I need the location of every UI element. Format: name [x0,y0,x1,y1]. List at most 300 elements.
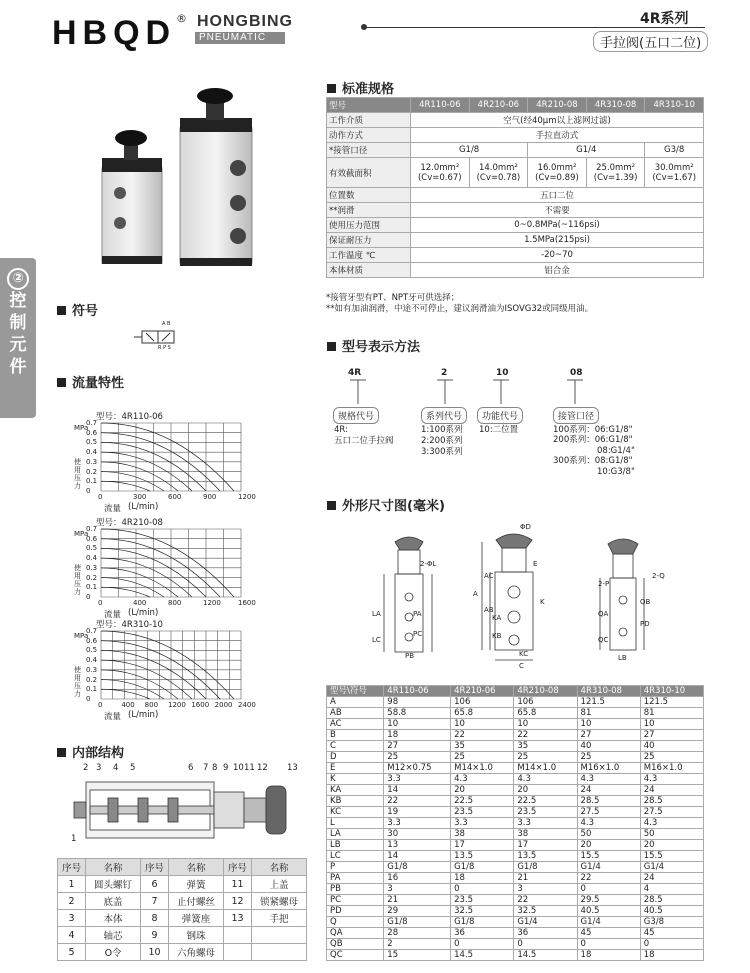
flow-x-tick: 0 [98,599,103,607]
flow-curve [101,650,206,699]
dim-cell: 3 [384,884,451,895]
spec-value [645,158,704,188]
parts-cell: 底盖 [86,893,141,910]
dim-cell: 38 [514,829,577,840]
dim-header-cell: 4R210-06 [451,686,514,697]
dim-cell: P [327,862,384,873]
flow-x-tick: 600 [168,493,182,501]
area-value: 14.0mm² [478,162,518,173]
drawing-label: KC [519,650,529,658]
parts-header-cell: 序号 [58,859,86,876]
product-photo [90,88,280,278]
flow-curve [101,568,178,597]
internal-structure-drawing [68,776,308,846]
dim-cell: QB [327,939,384,950]
dim-cell: QC [327,950,384,961]
model-label: 功能代号 [477,407,523,424]
dim-row [327,741,704,752]
spec-value: 0~0.8MPa(~116psi) [411,218,704,233]
model-desc-line: 100系列：06:G1/8" [553,425,633,435]
spec-row [327,248,704,263]
dim-cell: 4.3 [640,818,703,829]
parts-cell: 9 [140,927,168,944]
section-spec-title: 标准规格 [327,78,394,97]
parts-cell: 轴芯 [86,927,141,944]
spec-note: **如有加油润滑，中途不可停止，建议润滑油为ISOVG32或同级用油。 [326,304,594,314]
dim-cell: 25 [640,752,703,763]
parts-table [57,858,307,961]
dim-cell: KB [327,796,384,807]
dim-cell: 4.3 [640,774,703,785]
dim-cell: 23.5 [451,895,514,906]
dimension-table [326,685,704,961]
dim-cell: 45 [577,928,640,939]
flow-y-tick: 0.4 [86,448,98,457]
section-symbol-title: 符号 [57,300,98,319]
dim-cell: 10 [451,719,514,730]
dim-cell: 10 [577,719,640,730]
model-desc-line: 10:G3/8" [597,466,635,477]
parts-header-cell: 序号 [223,859,251,876]
dim-cell: 38 [451,829,514,840]
dim-cell: 20 [577,840,640,851]
dim-cell: A [327,697,384,708]
dimension-drawings [370,522,700,672]
parts-cell: 止付螺丝 [169,893,224,910]
flow-curve [101,423,234,491]
flow-x-tick: 1200 [168,701,186,709]
flow-x-tick: 2400 [238,701,256,709]
flow-y-tick: 0 [86,487,91,495]
flow-y-unit: MPa [74,530,89,538]
flow-x-tick: 400 [121,701,135,709]
dim-cell: G1/8 [514,862,577,873]
dim-cell: G1/8 [451,862,514,873]
flow-chart-plot [100,528,242,598]
dim-row [327,939,704,950]
dim-row [327,862,704,873]
flow-y-tick: 0.4 [86,656,98,665]
model-desc-line: 五口二位手拉阀 [334,436,394,446]
registered-mark: ® [176,12,187,25]
dim-row [327,906,704,917]
dim-cell: 4.3 [577,818,640,829]
dim-cell: 25 [451,752,514,763]
area-cv: (Cv=1.67) [652,172,697,183]
internal-part-number: 3 [96,763,102,773]
spec-row [327,188,704,203]
area-value: 16.0mm² [537,162,577,173]
flow-x-tick: 900 [203,493,217,501]
dim-cell: LB [327,840,384,851]
dim-cell: 40 [640,741,703,752]
dim-cell: 18 [577,950,640,961]
flow-x-tick: 400 [133,599,147,607]
drawing-label: A [473,590,478,598]
flow-y-label: 使用压力 [74,458,81,490]
dim-cell: 4.3 [451,774,514,785]
area-cv: (Cv=0.78) [476,172,521,183]
spec-header-cell: 4R110-06 [411,98,470,113]
spec-header-cell: 4R310-08 [586,98,645,113]
parts-row [58,910,307,927]
parts-cell: 8 [140,910,168,927]
dim-cell: 19 [384,807,451,818]
dim-cell: 20 [451,785,514,796]
model-code: 08 [570,368,583,378]
symbol-ports-top: A B [162,321,171,327]
brand-logo: HBQD [52,14,177,52]
dim-cell: L [327,818,384,829]
spec-table [326,97,704,278]
spec-key: 保证耐压力 [327,233,411,248]
model-label: 规格代号 [333,407,379,424]
flow-x-tick: 1600 [238,599,256,607]
flow-y-tick: 0.6 [86,636,98,645]
area-value: 30.0mm² [654,162,694,173]
drawing-label: QC [598,636,609,644]
side-category-tab[interactable] [0,258,36,418]
parts-header-cell: 名称 [252,859,307,876]
internal-part-number: 8 [212,763,218,773]
internal-part-number: 2 [83,763,89,773]
spec-value: G1/8 [411,143,528,158]
spec-key: 工作介质 [327,113,411,128]
dim-cell: G1/8 [451,917,514,928]
dim-cell: KA [327,785,384,796]
dim-cell: 22 [514,730,577,741]
area-cv: (Cv=0.89) [535,172,579,183]
drawing-label: PB [405,652,415,660]
dim-row [327,851,704,862]
dim-row [327,730,704,741]
drawing-label: LA [372,610,381,618]
dim-cell: 3.3 [514,818,577,829]
model-desc-line: 200系列：06:G1/8" [553,435,633,446]
brand-name: HONGBING [197,13,293,30]
dim-cell: LC [327,851,384,862]
spec-key: 工作温度 ℃ [327,248,411,263]
dim-cell: 35 [514,741,577,752]
spec-value [411,158,470,188]
dim-cell: B [327,730,384,741]
model-label: 接管口径 [553,407,599,424]
dim-cell: 0 [514,939,577,950]
drawing-label: PC [413,630,423,638]
dim-cell: PA [327,873,384,884]
flow-y-tick: 0.1 [86,685,98,694]
dim-cell: 58.8 [384,708,451,719]
flow-x-unit: (L/min) [128,710,159,720]
flow-x-tick: 1600 [191,701,210,709]
drawing-label: AC [484,572,494,580]
spec-key: *接管口径 [327,143,411,158]
parts-cell [252,944,307,961]
flow-y-tick: 0.5 [86,544,98,553]
area-cv: (Cv=1.39) [593,172,638,183]
dim-header-cell: 4R210-08 [514,686,577,697]
section-dims-title: 外形尺寸图(毫米) [327,495,445,514]
spec-header-cell: 4R210-08 [528,98,587,113]
dim-cell: 21 [384,895,451,906]
drawing-label: QA [598,610,609,618]
dim-cell: 24 [577,785,640,796]
flow-curve [101,689,150,699]
spec-value: G3/8 [645,143,704,158]
dim-cell: 32.5 [451,906,514,917]
dim-cell: 29 [384,906,451,917]
dim-cell: 14.5 [514,950,577,961]
dim-cell: 17 [514,840,577,851]
dim-cell: 22 [451,730,514,741]
parts-cell: 锁紧螺母 [252,893,307,910]
dim-cell: 65.8 [514,708,577,719]
spec-value [469,158,528,188]
internal-part-number: 6 [188,763,194,773]
drawing-label: ΦD [520,523,531,531]
parts-cell [223,927,251,944]
parts-cell: 上盖 [252,876,307,893]
flow-y-unit: MPa [74,424,89,432]
flow-x-label: 流量 [104,712,122,722]
spec-row [327,113,704,128]
dim-cell: 20 [640,840,703,851]
parts-cell: 6 [140,876,168,893]
internal-part-number: 9 [223,763,229,773]
model-desc-4 [553,425,635,477]
model-desc-line: 3:300系列 [421,447,463,457]
dim-row [327,818,704,829]
flow-curve [101,481,150,491]
dim-cell: C [327,741,384,752]
flow-y-tick: 0.7 [86,627,98,635]
parts-cell: 1 [58,876,86,893]
model-connector-lines [330,378,660,410]
dim-cell: 27.5 [640,807,703,818]
parts-row [58,944,307,961]
flow-y-tick: 0.2 [86,573,98,582]
dim-header-cell: 4R310-10 [640,686,703,697]
dim-row [327,752,704,763]
model-code: 10 [496,368,509,378]
dim-cell: 28 [384,928,451,939]
dim-cell: 30 [384,829,451,840]
spec-row [327,128,704,143]
flow-y-tick: 0.2 [86,675,98,684]
dim-cell: 10 [384,719,451,730]
model-desc-2 [421,425,463,458]
flow-x-tick: 300 [133,493,147,501]
dim-cell: PD [327,906,384,917]
drawing-label: AB [484,606,494,614]
drawing-label: 2-P [598,580,610,588]
flow-x-tick: 800 [144,701,159,709]
dim-cell: 3.3 [451,818,514,829]
parts-row [58,893,307,910]
parts-cell: 2 [58,893,86,910]
flow-chart-plot [100,422,242,492]
dim-cell: 50 [577,829,640,840]
spec-key: **润滑 [327,203,411,218]
internal-part-number: 4 [113,763,119,773]
dim-cell: 14 [384,851,451,862]
dim-cell: 28.5 [640,895,703,906]
dim-cell: 10 [640,719,703,730]
dim-cell: 14 [384,785,451,796]
dim-cell: 10 [514,719,577,730]
dim-cell: 25 [384,752,451,763]
flow-y-tick: 0.3 [86,457,98,466]
dim-cell: 13.5 [451,851,514,862]
flow-x-unit: (L/min) [128,502,159,512]
parts-cell: 弹簧座 [169,910,224,927]
spec-value: -20~70 [411,248,704,263]
tab-char: 控 [9,291,27,311]
flow-x-tick: 0 [98,493,103,501]
flow-y-tick: 0 [86,593,91,601]
model-label: 系列代号 [421,407,467,424]
internal-part-number: 10 [233,763,244,773]
dim-cell: E [327,763,384,774]
spec-row [327,263,704,278]
parts-cell: 5 [58,944,86,961]
flow-y-label: 使用压力 [74,666,81,698]
internal-part-number: 5 [130,763,136,773]
dim-cell: 27.5 [577,807,640,818]
dim-cell: M14×1.0 [514,763,577,774]
flow-y-tick: 0.3 [86,665,98,674]
drawing-label: 2-ΦL [420,560,437,568]
dim-cell: 22 [514,895,577,906]
spec-value: 不需要 [411,203,704,218]
dim-cell: 0 [451,939,514,950]
section-internal-title: 内部结构 [57,742,124,761]
dim-cell: 32.5 [514,906,577,917]
flow-curve [101,631,234,699]
dim-cell: D [327,752,384,763]
dim-cell: 40.5 [577,906,640,917]
drawing-label: K [540,598,545,606]
dim-row [327,829,704,840]
drawing-label: PA [413,610,422,618]
dim-cell: M16×1.0 [640,763,703,774]
spec-header-cell: 4R310-10 [645,98,704,113]
dim-cell: 35 [451,741,514,752]
section-flow-title: 流量特性 [57,372,124,391]
parts-cell: 圆头螺钉 [86,876,141,893]
spec-key: 有效截面积 [327,158,411,188]
flow-y-tick: 0.7 [86,525,98,533]
flow-y-tick: 0.3 [86,563,98,572]
flow-x-tick: 800 [168,599,182,607]
flow-y-tick: 0.5 [86,438,98,447]
dim-cell: Q [327,917,384,928]
spec-value: G1/4 [528,143,645,158]
parts-cell [252,927,307,944]
dim-row [327,873,704,884]
dim-cell: 106 [451,697,514,708]
dim-cell: G1/4 [577,862,640,873]
dim-cell: 27 [384,741,451,752]
spec-header-row [327,98,704,113]
dim-cell: KC [327,807,384,818]
spec-value: 铝合金 [411,263,704,278]
drawing-label: LB [618,654,627,662]
tab-char: 制 [9,313,27,333]
dim-cell: M12×0.75 [384,763,451,774]
parts-cell: 弹簧 [169,876,224,893]
dim-cell: 4 [640,884,703,895]
dim-header-cell: 4R110-06 [384,686,451,697]
dim-cell: 13.5 [514,851,577,862]
flow-y-tick: 0.4 [86,554,98,563]
flow-y-tick: 0.7 [86,419,98,427]
parts-header-row [58,859,307,876]
dim-cell: 15.5 [577,851,640,862]
dim-cell: AB [327,708,384,719]
flow-y-tick: 0.2 [86,467,98,476]
dim-cell: 0 [451,884,514,895]
dim-row [327,697,704,708]
parts-cell: 3 [58,910,86,927]
brand-sub: PNEUMATIC [195,32,285,44]
dim-cell: 50 [640,829,703,840]
dim-cell: 0 [640,939,703,950]
dim-cell: M14×1.0 [451,763,514,774]
parts-cell: 11 [223,876,251,893]
dim-cell: 0 [577,884,640,895]
model-code: 2 [441,368,448,378]
dim-row [327,785,704,796]
spec-row [327,218,704,233]
flow-x-tick: 2000 [214,701,233,709]
dim-cell: 27 [577,730,640,741]
dim-header-row [327,686,704,697]
dim-cell: 98 [384,697,451,708]
spec-value: 五口二位 [411,188,704,203]
dim-row [327,884,704,895]
dim-row [327,895,704,906]
flow-y-label: 使用压力 [74,564,81,596]
drawing-label: KA [492,614,502,622]
dim-cell: 27 [640,730,703,741]
spec-value: 1.5MPa(215psi) [411,233,704,248]
dim-cell: 45 [640,928,703,939]
internal-part-number: 7 [203,763,209,773]
flow-x-label: 流量 [104,504,122,514]
dim-cell: 81 [577,708,640,719]
parts-header-cell: 序号 [140,859,168,876]
spec-note: *接管牙型有PT、NPT牙可供选择； [326,293,460,303]
spec-key: 使用压力范围 [327,218,411,233]
flow-y-tick: 0.6 [86,534,98,543]
dim-cell: 23.5 [514,807,577,818]
area-value: 25.0mm² [596,162,636,173]
model-desc-line: 300系列：08:G1/8" [553,456,633,467]
dim-row [327,774,704,785]
parts-cell: 六角螺母 [169,944,224,961]
model-code: 4R [348,368,362,378]
tab-number: ② [7,268,29,290]
dim-cell: 4.3 [514,774,577,785]
flow-curve [101,529,234,597]
dim-cell: 23.5 [451,807,514,818]
spec-row [327,158,704,188]
internal-part-number: 1 [71,834,77,844]
flow-chart-title: 型号：4R210-08 [96,518,163,528]
area-cv: (Cv=0.67) [417,172,462,183]
internal-part-number: 12 [257,763,268,773]
